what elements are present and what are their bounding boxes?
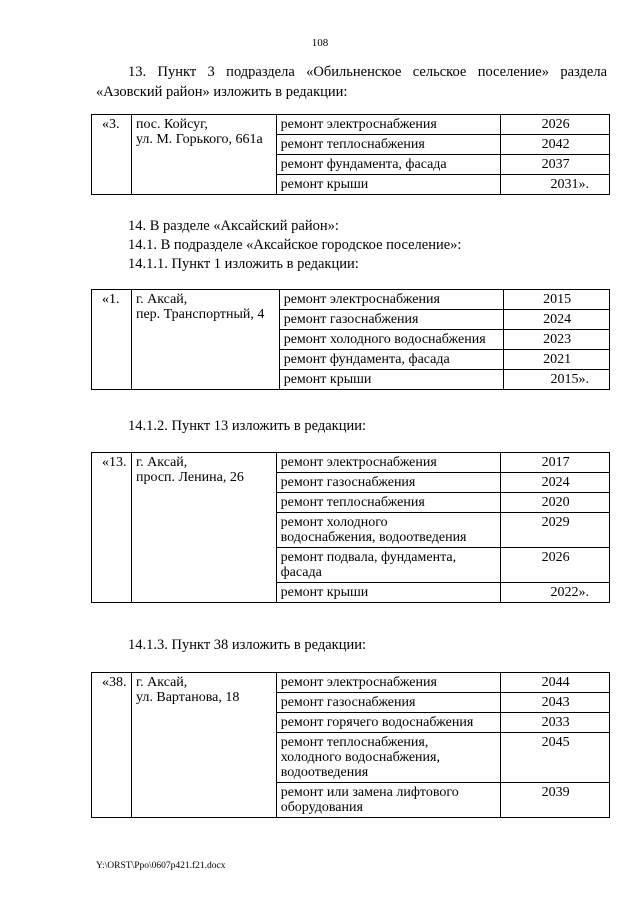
work-line: ремонт электроснабжения [280,675,437,690]
work-line: ремонт подвала, фундамента, [280,550,457,565]
year-cell: 2026 [501,548,610,583]
year-cell: 2024 [504,310,610,330]
year-cell: 2044 [501,673,610,693]
address-cell [131,115,276,195]
table-1 [91,114,610,195]
work-cell: ремонт фундамента, фасада [279,350,503,370]
year-cell: 2037 [501,155,610,175]
para-13-line-1: 13. Пункт 3 подраздела «Обильненское сельское поселение» раздела [128,64,607,80]
work-cell: ремонт газоснабжения [279,310,503,330]
para-14-1-2: 14.1.2. Пункт 13 изложить в редакции: [128,418,367,434]
table-2 [91,289,610,390]
year-cell: 2033 [501,713,610,733]
year-cell: 2015 [504,290,610,310]
address-line: г. Аксай, [135,292,188,307]
address-line: пос. Койсуг, [135,117,208,132]
address-line: г. Аксай, [135,455,188,470]
table-3 [91,452,610,603]
work-cell: ремонт электроснабжения [279,290,503,310]
year-cell: 2015». [504,370,610,390]
address-cell [131,673,276,818]
work-cell [276,673,501,693]
para-14-line-3: 14.1.1. Пункт 1 изложить в редакции: [128,256,359,272]
footer-file-path: Y:\ORST\Ppo\0607p421.f21.docx [96,861,226,871]
work-cell: ремонт теплоснабжения [276,135,501,155]
address-cell [131,290,279,390]
address-line: пер. Транспортный, 4 [135,307,265,322]
table-row [92,673,610,693]
address-line: ул. Вартанова, 18 [135,690,240,705]
work-line: ремонт газоснабжения [280,475,416,490]
work-cell [276,583,501,603]
work-line: ремонт холодного [280,515,388,530]
address-line: г. Аксай, [135,675,188,690]
year-cell: 2021 [504,350,610,370]
table-row [92,115,610,135]
work-line: ремонт горячего водоснабжения [280,715,474,730]
table-4 [91,672,610,818]
work-cell: ремонт фундамента, фасада [276,155,501,175]
para-14-line-2: 14.1. В подразделе «Аксайское городское поселение»: [128,237,462,253]
year-cell: 2022». [501,583,610,603]
work-line: ремонт теплоснабжения, [280,735,429,750]
para-13-line-2: «Азовский район» изложить в редакции: [96,84,348,100]
address-cell [131,453,276,603]
para-14-1-3: 14.1.3. Пункт 38 изложить в редакции: [128,637,367,653]
year-cell: 2031». [501,175,610,195]
work-line: ремонт или замена лифтового [280,785,459,800]
table-row [92,290,610,310]
work-cell: ремонт холодного водоснабжения [279,330,503,350]
work-line: водоснабжения, водоотведения [280,530,467,545]
work-line: ремонт крыши [280,585,369,600]
work-cell [276,453,501,473]
work-line: водоотведения [280,765,369,780]
work-cell [276,693,501,713]
address-line: ул. М. Горького, 661а [135,132,263,147]
work-line: ремонт теплоснабжения [280,495,425,510]
work-line: ремонт газоснабжения [280,695,416,710]
year-cell: 2039 [501,783,610,818]
work-cell: ремонт крыши [276,175,501,195]
address-line: просп. Ленина, 26 [135,470,244,485]
work-cell [276,513,501,548]
work-line: фасада [280,565,322,580]
item-number: «38. [92,673,132,818]
work-cell [276,733,501,783]
year-cell: 2029 [501,513,610,548]
work-cell [276,493,501,513]
item-number: «1. [92,290,132,390]
work-cell: ремонт электроснабжения [276,115,501,135]
year-cell: 2024 [501,473,610,493]
year-cell: 2026 [501,115,610,135]
year-cell: 2023 [504,330,610,350]
year-cell: 2043 [501,693,610,713]
table-row [92,453,610,473]
year-cell: 2017 [501,453,610,473]
para-14-line-1: 14. В разделе «Аксайский район»: [128,218,339,234]
year-cell: 2042 [501,135,610,155]
year-cell: 2020 [501,493,610,513]
work-cell [276,713,501,733]
page-number: 108 [311,37,329,49]
work-cell [276,783,501,818]
item-number: «13. [92,453,132,603]
work-line: оборудования [280,800,363,815]
work-cell: ремонт крыши [279,370,503,390]
item-number: «3. [92,115,132,195]
year-cell: 2045 [501,733,610,783]
work-cell [276,473,501,493]
work-cell [276,548,501,583]
work-line: ремонт электроснабжения [280,455,437,470]
work-line: холодного водоснабжения, [280,750,440,765]
